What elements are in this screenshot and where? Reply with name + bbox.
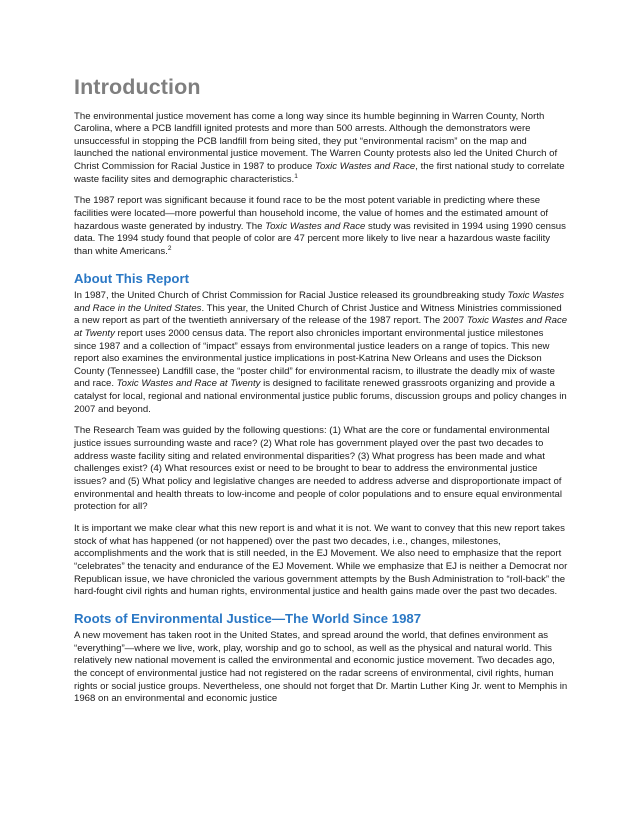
footnote-marker: 2 (167, 244, 172, 252)
text-run: study was revisited in 1994 using 1990 census data. The 1994 study found that people of color are 47 percent more likely to live near a hazardous waste facility than white Americans. (74, 220, 566, 258)
page-title: Introduction (74, 75, 201, 99)
text-run: The environmental justice movement has come a long way since its humble beginning in Warren County, North Carolina, where a PCB landfill ignited protests and more than 500 arrests. Although the demonstrators were unsuccessful in stopping the PCB landfill from being sited, they put “environmental racism” on the map and launched the national environmental justice movement. The Warren County protests also led the United Church of Christ Commission for Racial Justice in 1987 to produce (74, 110, 558, 173)
roots-paragraph-1: A new movement has taken root in the United States, and spread around the world, that defines environment as “everything”—where we live, work, play, worship and go to school, as well as the physical and natural world. This relatively new national movement is called the environmental and economic justice movement. Two decades ago, the concept of environmental justice had not registered on the radar screens of environmental, civil rights, human rights or social justice groups. Nevertheless, one should not forget that Dr. Martin Luther King Jr. went to Memphis in 1968 on an environmental and economic justice (74, 630, 568, 705)
text-run: The 1987 report was significant because it found race to be the most potent variable in predicting where these facilities were located—more powerful than household income, the value of homes and the estimated amount of hazardous waste generated by industry. The (74, 195, 549, 232)
section-heading-roots: Roots of Environmental Justice—The World Since 1987 (74, 610, 422, 626)
section-heading-about: About This Report (74, 270, 190, 286)
about-paragraph-2: The Research Team was guided by the following questions: (1) What are the core or fundamental environmental justice issues surrounding waste and race? (2) What role has government played over the past two decades to address waste facility siting and related environmental disparities? (3) What progress has been made and what challenges exist? (4) What resources exist or need to be brought to bear to address the environmental justice issues? and (5) What policy and legislative changes are needed to address adverse and disproportionate impact of environmental and health threats to low-income and people of color populations and to ensure equal environmental protection for all? (74, 425, 562, 513)
report-title: Toxic Wastes and Race at Twenty (74, 315, 568, 339)
report-title: Toxic Wastes and Race in the United States (74, 289, 565, 314)
intro-paragraph-1 (74, 111, 568, 187)
report-title: Toxic Wastes and Race (315, 161, 416, 173)
about-paragraph-1 (74, 290, 568, 417)
about-paragraph-3: It is important we make clear what this new report is and what it is not. We want to convey that this new report takes stock of what has happened (or not happened) over the past two decades, i.e., changes, milestones, accomplishments and the work that is still needed, in the EJ Movement. We also need to emphasize that the report “celebrates” the tenacity and endurance of the EJ Movement. While we emphasize that EJ is neither a Democrat nor Republican issue, we have chronicled the various government attempts by the Bush Administration to “roll-back” the hard-fought civil rights and human rights, environmental justice and health gains made over the past two decades. (74, 523, 568, 598)
document-page (74, 77, 568, 715)
text-run: is designed to facilitate renewed grassroots organizing and provide a catalyst for local, regional and national environmental justice public forums, discussion groups and policy changes in 2007 and beyond. (74, 378, 567, 415)
text-run: , the first national study to correlate waste facility sites and demographic characteristics. (74, 161, 565, 185)
text-run: In 1987, the United Church of Christ Commission for Racial Justice released its groundbreaking study (74, 289, 508, 301)
text-run: . This year, the United Church of Christ Justice and Witness Ministries commissioned a new report as part of the twentieth anniversary of the release of the 1987 report. The 2007 (74, 302, 562, 327)
report-title: Toxic Wastes and Race at Twenty (116, 378, 261, 390)
intro-paragraph-2 (74, 195, 568, 258)
report-title: Toxic Wastes and Race (265, 220, 366, 232)
footnote-marker: 1 (294, 172, 298, 180)
text-run: report uses 2000 census data. The report also chronicles important environmental justice milestones since 1987 and a collection of “impact” essays from environmental justice leaders on a range of topics. This new report also examines the environmental justice implications in post-Katrina New Orleans and uses the Dickson County (Tennessee) Landfill case, the “poster child” for environmental racism, to illustrate the deadly mix of waste and race. (74, 327, 555, 390)
